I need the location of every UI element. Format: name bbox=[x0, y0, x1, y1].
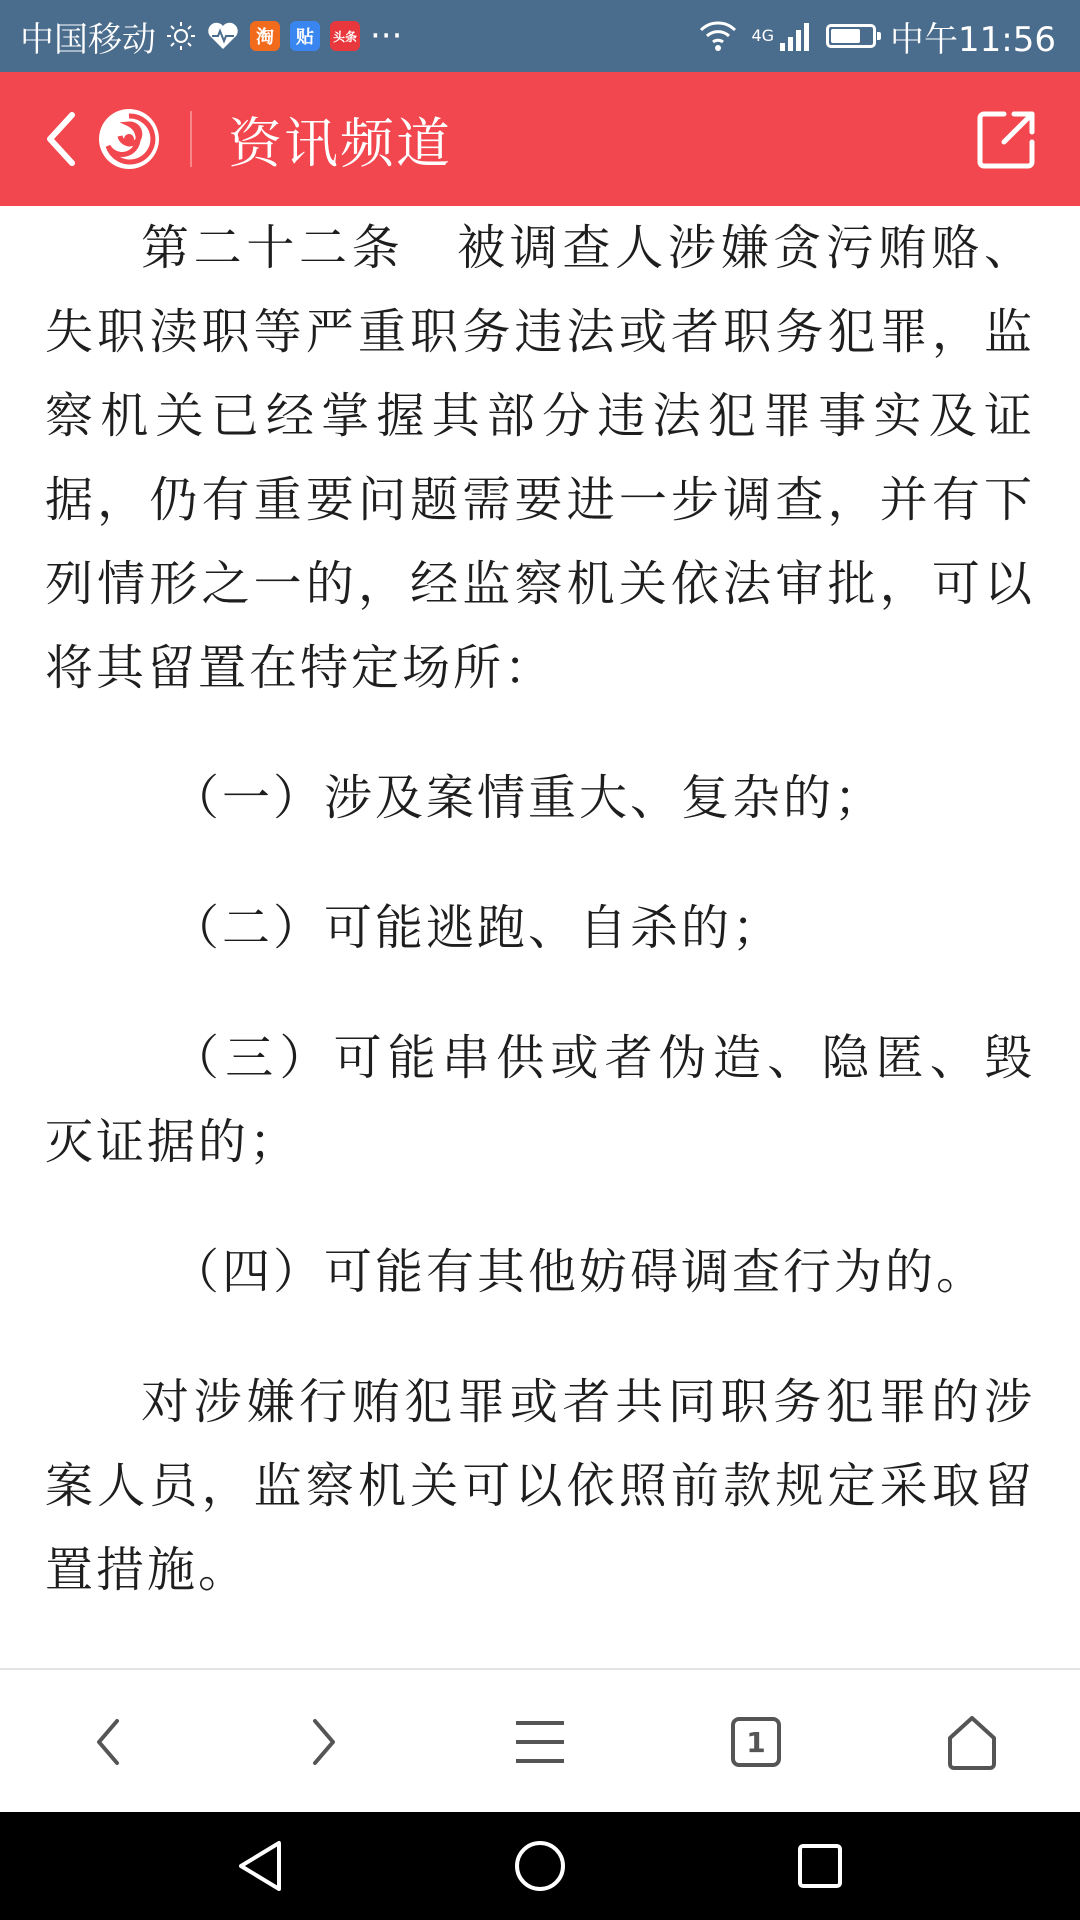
system-back-button[interactable] bbox=[215, 1821, 305, 1911]
article-paragraph: 对涉嫌行贿犯罪或者共同职务犯罪的涉案人员，监察机关可以依照前款规定采取留置措施。 bbox=[45, 1374, 1035, 1598]
brightness-icon bbox=[166, 21, 196, 51]
chevron-left-icon bbox=[42, 109, 82, 169]
app-bar bbox=[0, 72, 1080, 206]
article-paragraph: 第二十二条 被调查人涉嫌贪污贿赂、失职渎职等严重职务违法或者职务犯罪，监察机关已经掌握其部分违法犯罪事实及证据，仍有重要问题需要进一步调查，并有下列情形之一的，经监察机关依法审批，可以将其留置在特定场所： bbox=[45, 220, 1035, 696]
browser-home-button[interactable] bbox=[912, 1682, 1032, 1802]
browser-tabs-button[interactable] bbox=[696, 1682, 816, 1802]
taobao-app-icon: 淘 bbox=[250, 21, 280, 51]
share-button[interactable] bbox=[974, 106, 1040, 172]
browser-toolbar bbox=[0, 1668, 1080, 1814]
battery-icon bbox=[826, 24, 876, 48]
wifi-icon bbox=[699, 20, 737, 52]
article-body bbox=[45, 206, 1035, 1612]
health-heart-icon bbox=[206, 21, 240, 51]
article-list-item: （一）涉及案情重大、复杂的； bbox=[171, 770, 886, 826]
browser-back-button[interactable] bbox=[48, 1682, 168, 1802]
signal-icon bbox=[778, 21, 812, 51]
toutiao-app-icon: 头条 bbox=[330, 21, 360, 51]
status-bar bbox=[0, 0, 1080, 72]
status-bar-right bbox=[699, 12, 1080, 61]
menu-icon bbox=[514, 1719, 566, 1765]
circle-home-icon bbox=[513, 1839, 567, 1893]
triangle-back-icon bbox=[235, 1839, 285, 1893]
header-divider bbox=[190, 111, 192, 167]
back-button[interactable] bbox=[20, 72, 104, 206]
chevron-left-icon bbox=[93, 1717, 123, 1767]
more-notifications-icon: ··· bbox=[370, 16, 403, 56]
ifeng-logo-icon[interactable] bbox=[96, 106, 162, 172]
share-external-icon bbox=[974, 106, 1040, 172]
system-nav-bar bbox=[0, 1812, 1080, 1920]
article-list-item: （三）可能串供或者伪造、隐匿、毁灭证据的； bbox=[45, 1030, 1035, 1170]
home-icon bbox=[942, 1714, 1002, 1770]
tab-count-badge: 1 bbox=[731, 1717, 781, 1767]
browser-menu-button[interactable] bbox=[480, 1682, 600, 1802]
page-title: 资讯频道 bbox=[228, 111, 452, 175]
tieba-app-icon: 贴 bbox=[290, 21, 320, 51]
status-bar-left bbox=[0, 12, 402, 61]
chevron-right-icon bbox=[309, 1717, 339, 1767]
carrier-label: 中国移动 bbox=[20, 19, 156, 60]
article-list-item: （四）可能有其他妨碍调查行为的。 bbox=[171, 1244, 988, 1300]
network-type-label: 4G bbox=[751, 25, 775, 45]
browser-forward-button[interactable] bbox=[264, 1682, 384, 1802]
system-home-button[interactable] bbox=[495, 1821, 585, 1911]
system-recents-button[interactable] bbox=[775, 1821, 865, 1911]
clock: 中午11:56 bbox=[890, 19, 1056, 60]
article-list-item: （二）可能逃跑、自杀的； bbox=[171, 900, 784, 956]
battery-level bbox=[831, 29, 860, 43]
square-recents-icon bbox=[796, 1842, 844, 1890]
